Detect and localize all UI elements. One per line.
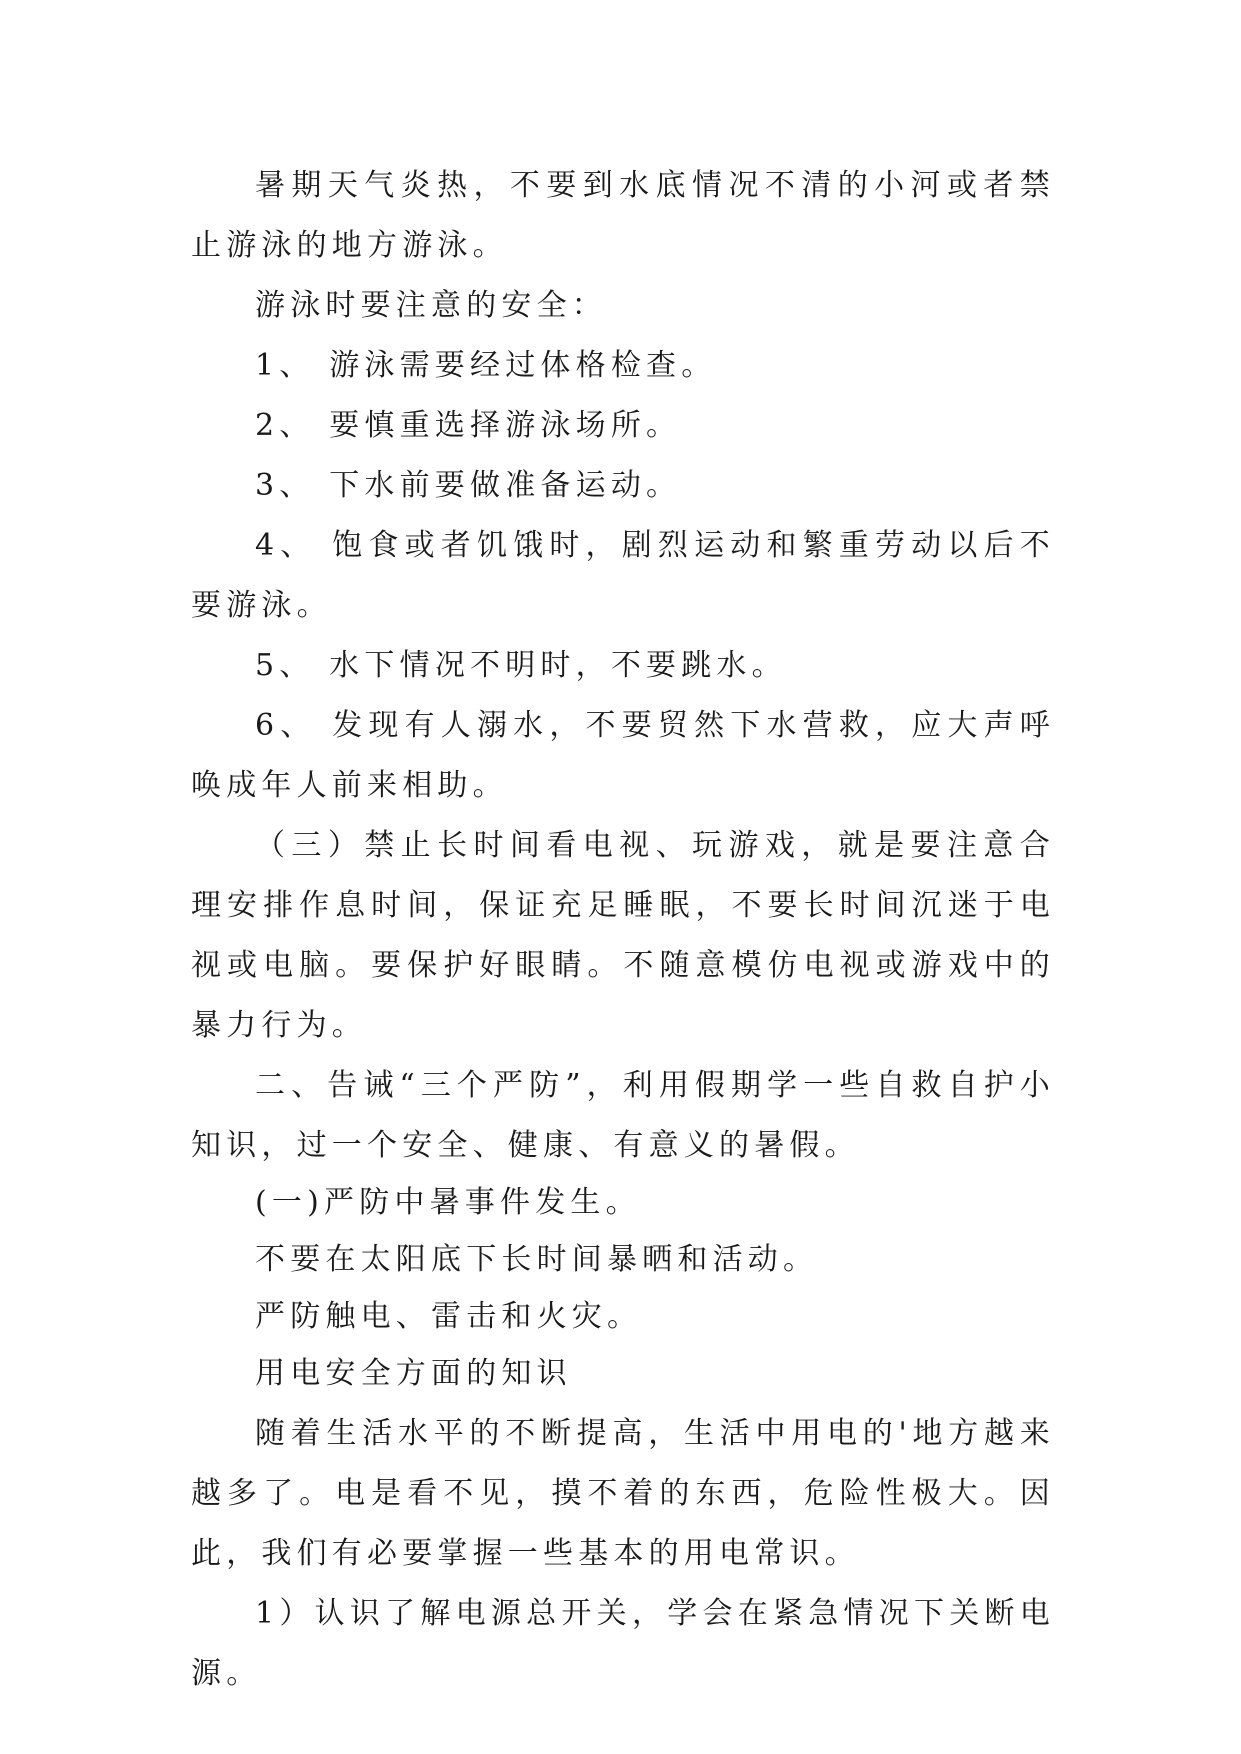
heading-heatstroke: (一)严防中暑事件发生。 [255,1185,641,1220]
heading-electric-safety: 用电安全方面的知识 [255,1356,572,1391]
list-item-3: 3、 下水前要做准备运动。 [255,468,682,503]
list-item-4: 4、 饱食或者饥饿时，剧烈运动和繁重劳动以后不要游泳。 [191,528,1055,623]
paragraph-sun-exposure: 不要在太阳底下长时间暴晒和活动。 [255,1242,819,1277]
paragraph-electric-knowledge: 随着生活水平的不断提高，生活中用电的'地方越来越多了。电是看不见，摸不着的东西，危险性极大。因此，我们有必要掌握一些基本的用电常识。 [191,1416,1055,1571]
heading-electric-fire: 严防触电、雷击和火灾。 [255,1299,643,1334]
list-item-1: 1、 游泳需要经过体格检查。 [255,348,717,383]
list-item-2: 2、 要慎重选择游泳场所。 [255,408,682,443]
list-item-5: 5、 水下情况不明时，不要跳水。 [255,648,787,683]
paragraph-tv-games: （三）禁止长时间看电视、玩游戏，就是要注意合理安排作息时间，保证充足睡眠，不要长时间沉迷于电视或电脑。要保护好眼睛。不随意模仿电视或游戏中的暴力行为。 [191,828,1055,1043]
paragraph-swimming-safety-heading: 游泳时要注意的安全： [255,288,607,323]
list-item-6: 6、 发现有人溺水，不要贸然下水营救，应大声呼唤成年人前来相助。 [191,708,1055,803]
paragraph-summer-swimming: 暑期天气炎热，不要到水底情况不清的小河或者禁止游泳的地方游泳。 [191,168,1055,263]
list-item-power-switch: 1）认识了解电源总开关，学会在紧急情况下关断电源。 [191,1596,1055,1691]
paragraph-three-precautions: 二、告诫“三个严防”，利用假期学一些自救自护小知识，过一个安全、健康、有意义的暑假。 [191,1068,1055,1163]
document-body [191,156,1055,1704]
